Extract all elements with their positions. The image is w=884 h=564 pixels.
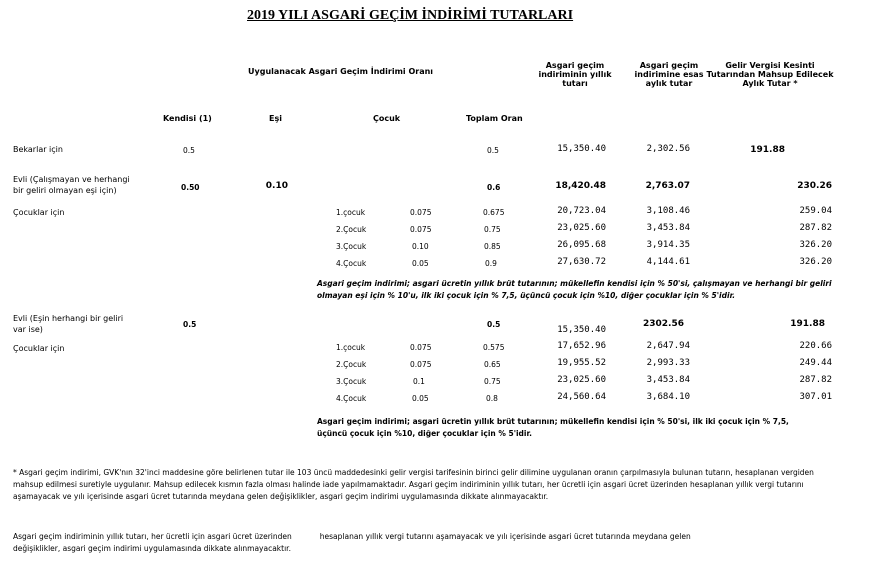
child-annual: 26,095.68 [557,240,606,250]
child-name: 3.Çocuk [336,377,367,386]
child-name: 2.Çocuk [336,225,367,234]
footnote-2-part: Asgari geçim indiriminin yıllık tutarı, her ücretli için asgari ücret üzerinden [13,532,292,541]
table-row [0,340,884,356]
child-monthly: 3,108.46 [646,206,690,216]
child-name: 4.Çocuk [336,394,367,403]
annual-header [530,61,620,88]
child-total: 0.65 [484,360,501,369]
child-total: 0.75 [484,225,501,234]
note-1-line: olmayan eşi için % 10'u, ilk iki çocuk için % 7,5, üçüncü çocuk için %10, diğer çocuklar için % 5'idir. [317,291,736,300]
child-gv: 326.20 [799,257,832,267]
child-gv: 259.04 [799,206,832,216]
child-gv: 326.20 [799,240,832,250]
child-rate: 0.05 [412,394,429,403]
evli2-self: 0.5 [183,320,197,329]
monthly-header-line: Asgari geçim [639,61,699,70]
bekar-monthly: 2,302.56 [646,144,690,154]
child-rate: 0.075 [410,208,432,217]
child-monthly: 2,993.33 [646,358,690,368]
table-row [0,357,884,373]
child-monthly: 2,647.94 [646,341,690,351]
child-annual: 23,025.60 [557,223,606,233]
evli1-label-line: Evli (Çalışmayan ve herhangi [13,175,130,184]
gv-header-line: Aylık Tutar * [742,79,798,88]
evli1-total: 0.6 [487,183,501,192]
child-annual: 23,025.60 [557,375,606,385]
child-annual: 24,560.64 [557,392,606,402]
footnote-2-line [13,531,823,543]
child-total: 0.575 [483,343,505,352]
child-rate: 0.075 [410,343,432,352]
evli1-monthly: 2,763.07 [645,181,690,191]
child-gv: 287.82 [799,375,832,385]
evli1-label-line: bir geliri olmayan eşi için) [13,186,117,195]
annual-header-line: indiriminin yıllık [538,70,612,79]
table-row [0,391,884,407]
child-name: 3.Çocuk [336,242,367,251]
monthly-header-line: indirimine esas [634,70,704,79]
child-name: 1.çocuk [336,208,366,217]
child-monthly: 3,453.84 [646,375,690,385]
child-monthly: 3,914.35 [646,240,690,250]
footnote-2 [13,531,823,555]
note-2-line: Asgari geçim indirimi; asgari ücretin yıllık brüt tutarının; mükellefin kendisi için % 50'si, ilk iki çocuk için % 7,5, [317,417,789,426]
evli2-label-line: Evli (Eşin herhangi bir geliri [13,314,124,323]
table-row [0,222,884,238]
evli2-label [13,313,123,335]
child-monthly: 3,453.84 [646,223,690,233]
page-title: 2019 YILI ASGARİ GEÇİM İNDİRİMİ TUTARLARI [247,8,574,23]
note-2 [317,416,837,440]
evli1-self: 0.50 [181,183,200,192]
child-rate: 0.075 [410,225,432,234]
evli1-spouse: 0.10 [265,181,288,191]
child-annual: 17,652.96 [557,341,606,351]
child-total: 0.8 [486,394,498,403]
children2-label: Çocuklar için [13,344,65,353]
bekar-annual: 15,350.40 [557,144,606,154]
gv-header-line: Tutarından Mahsup Edilecek [706,70,834,79]
table-row [0,374,884,390]
spouse-header: Eşi [269,114,282,123]
note-1 [317,278,837,302]
evli1-gv: 230.26 [797,181,832,191]
child-total: 0.85 [484,242,501,251]
child-gv: 287.82 [799,223,832,233]
footnote-2-line: değişiklikler, asgari geçim indirimi uygulamasında dikkate alınmayacaktır. [13,544,291,553]
note-1-line: Asgari geçim indirimi; asgari ücretin yıllık brüt tutarının; mükellefin kendisi için % 50'si, çalışmayan ve herhangi bir geliri [317,279,832,288]
annual-header-line: tutarı [562,79,588,88]
bekar-self: 0.5 [183,146,195,155]
child-annual: 19,955.52 [557,358,606,368]
bekar-total: 0.5 [487,146,499,155]
child-name: 2.Çocuk [336,360,367,369]
self-header: Kendisi (1) [163,114,212,123]
footnote-2-part: hesaplanan yıllık vergi tutarını aşamayacak ve yılı içerisinde asgari ücret tutarında meydana gelen [319,532,691,541]
child-total: 0.9 [485,259,497,268]
child-monthly: 4,144.61 [646,257,690,267]
gv-header-line: Gelir Vergisi Kesinti [725,61,815,70]
gv-header [700,61,840,88]
note-2-line: üçüncü çocuk için %10, diğer çocuklar için % 5'idir. [317,429,532,438]
child-name: 4.Çocuk [336,259,367,268]
child-header: Çocuk [373,114,401,123]
table-row [0,205,884,221]
child-rate: 0.075 [410,360,432,369]
evli2-annual: 15,350.40 [557,325,606,335]
evli2-gv: 191.88 [790,319,825,329]
evli1-label [13,174,130,196]
child-name: 1.çocuk [336,343,366,352]
rate-group-header: Uygulanacak Asgari Geçim İndirimi Oranı [248,67,434,76]
child-gv: 220.66 [799,341,832,351]
bekar-gv: 191.88 [750,145,785,155]
bekar-label: Bekarlar için [13,145,63,154]
evli2-monthly: 2302.56 [643,319,684,329]
monthly-header-line: aylık tutar [645,79,693,88]
child-monthly: 3,684.10 [646,392,690,402]
annual-header-line: Asgari geçim [545,61,605,70]
child-annual: 27,630.72 [557,257,606,267]
total-header: Toplam Oran [466,114,523,123]
evli1-annual: 18,420.48 [555,181,606,191]
evli2-label-line: var ise) [13,325,43,334]
child-annual: 20,723.04 [557,206,606,216]
child-rate: 0.05 [412,259,429,268]
child-total: 0.675 [483,208,505,217]
footnote-1: * Asgari geçim indirimi, GVK'nın 32'inci maddesine göre belirlenen tutar ile 103 üncü maddedesinki gelir vergisi tarifesinin birinci gelir dilimine uygulanan oranın çarpılmasıyla bulunan tutarın, hesaplanan vergiden mahsup edilmesi suretiyle uygulanır. Mahsup edilecek kısmın fazla olması halinde iade yapılmamaktadır. Asgari geçim indiriminin yıllık tutarı, her ücretli için asgari ücret üzerinden hesaplanan yıllık vergi tutarını aşamayacak ve yılı içerisinde asgari ücret tutarında meydana gelen değişiklikler, asgari geçim indirimi uygulamasında dikkate alınmayacaktır. [13,468,814,501]
child-rate: 0.1 [413,377,425,386]
table-row [0,239,884,255]
child-total: 0.75 [484,377,501,386]
child-gv: 249.44 [799,358,832,368]
children1-label: Çocuklar için [13,208,65,217]
child-rate: 0.10 [412,242,429,251]
table-row [0,256,884,272]
evli2-total: 0.5 [487,320,501,329]
child-gv: 307.01 [799,392,832,402]
